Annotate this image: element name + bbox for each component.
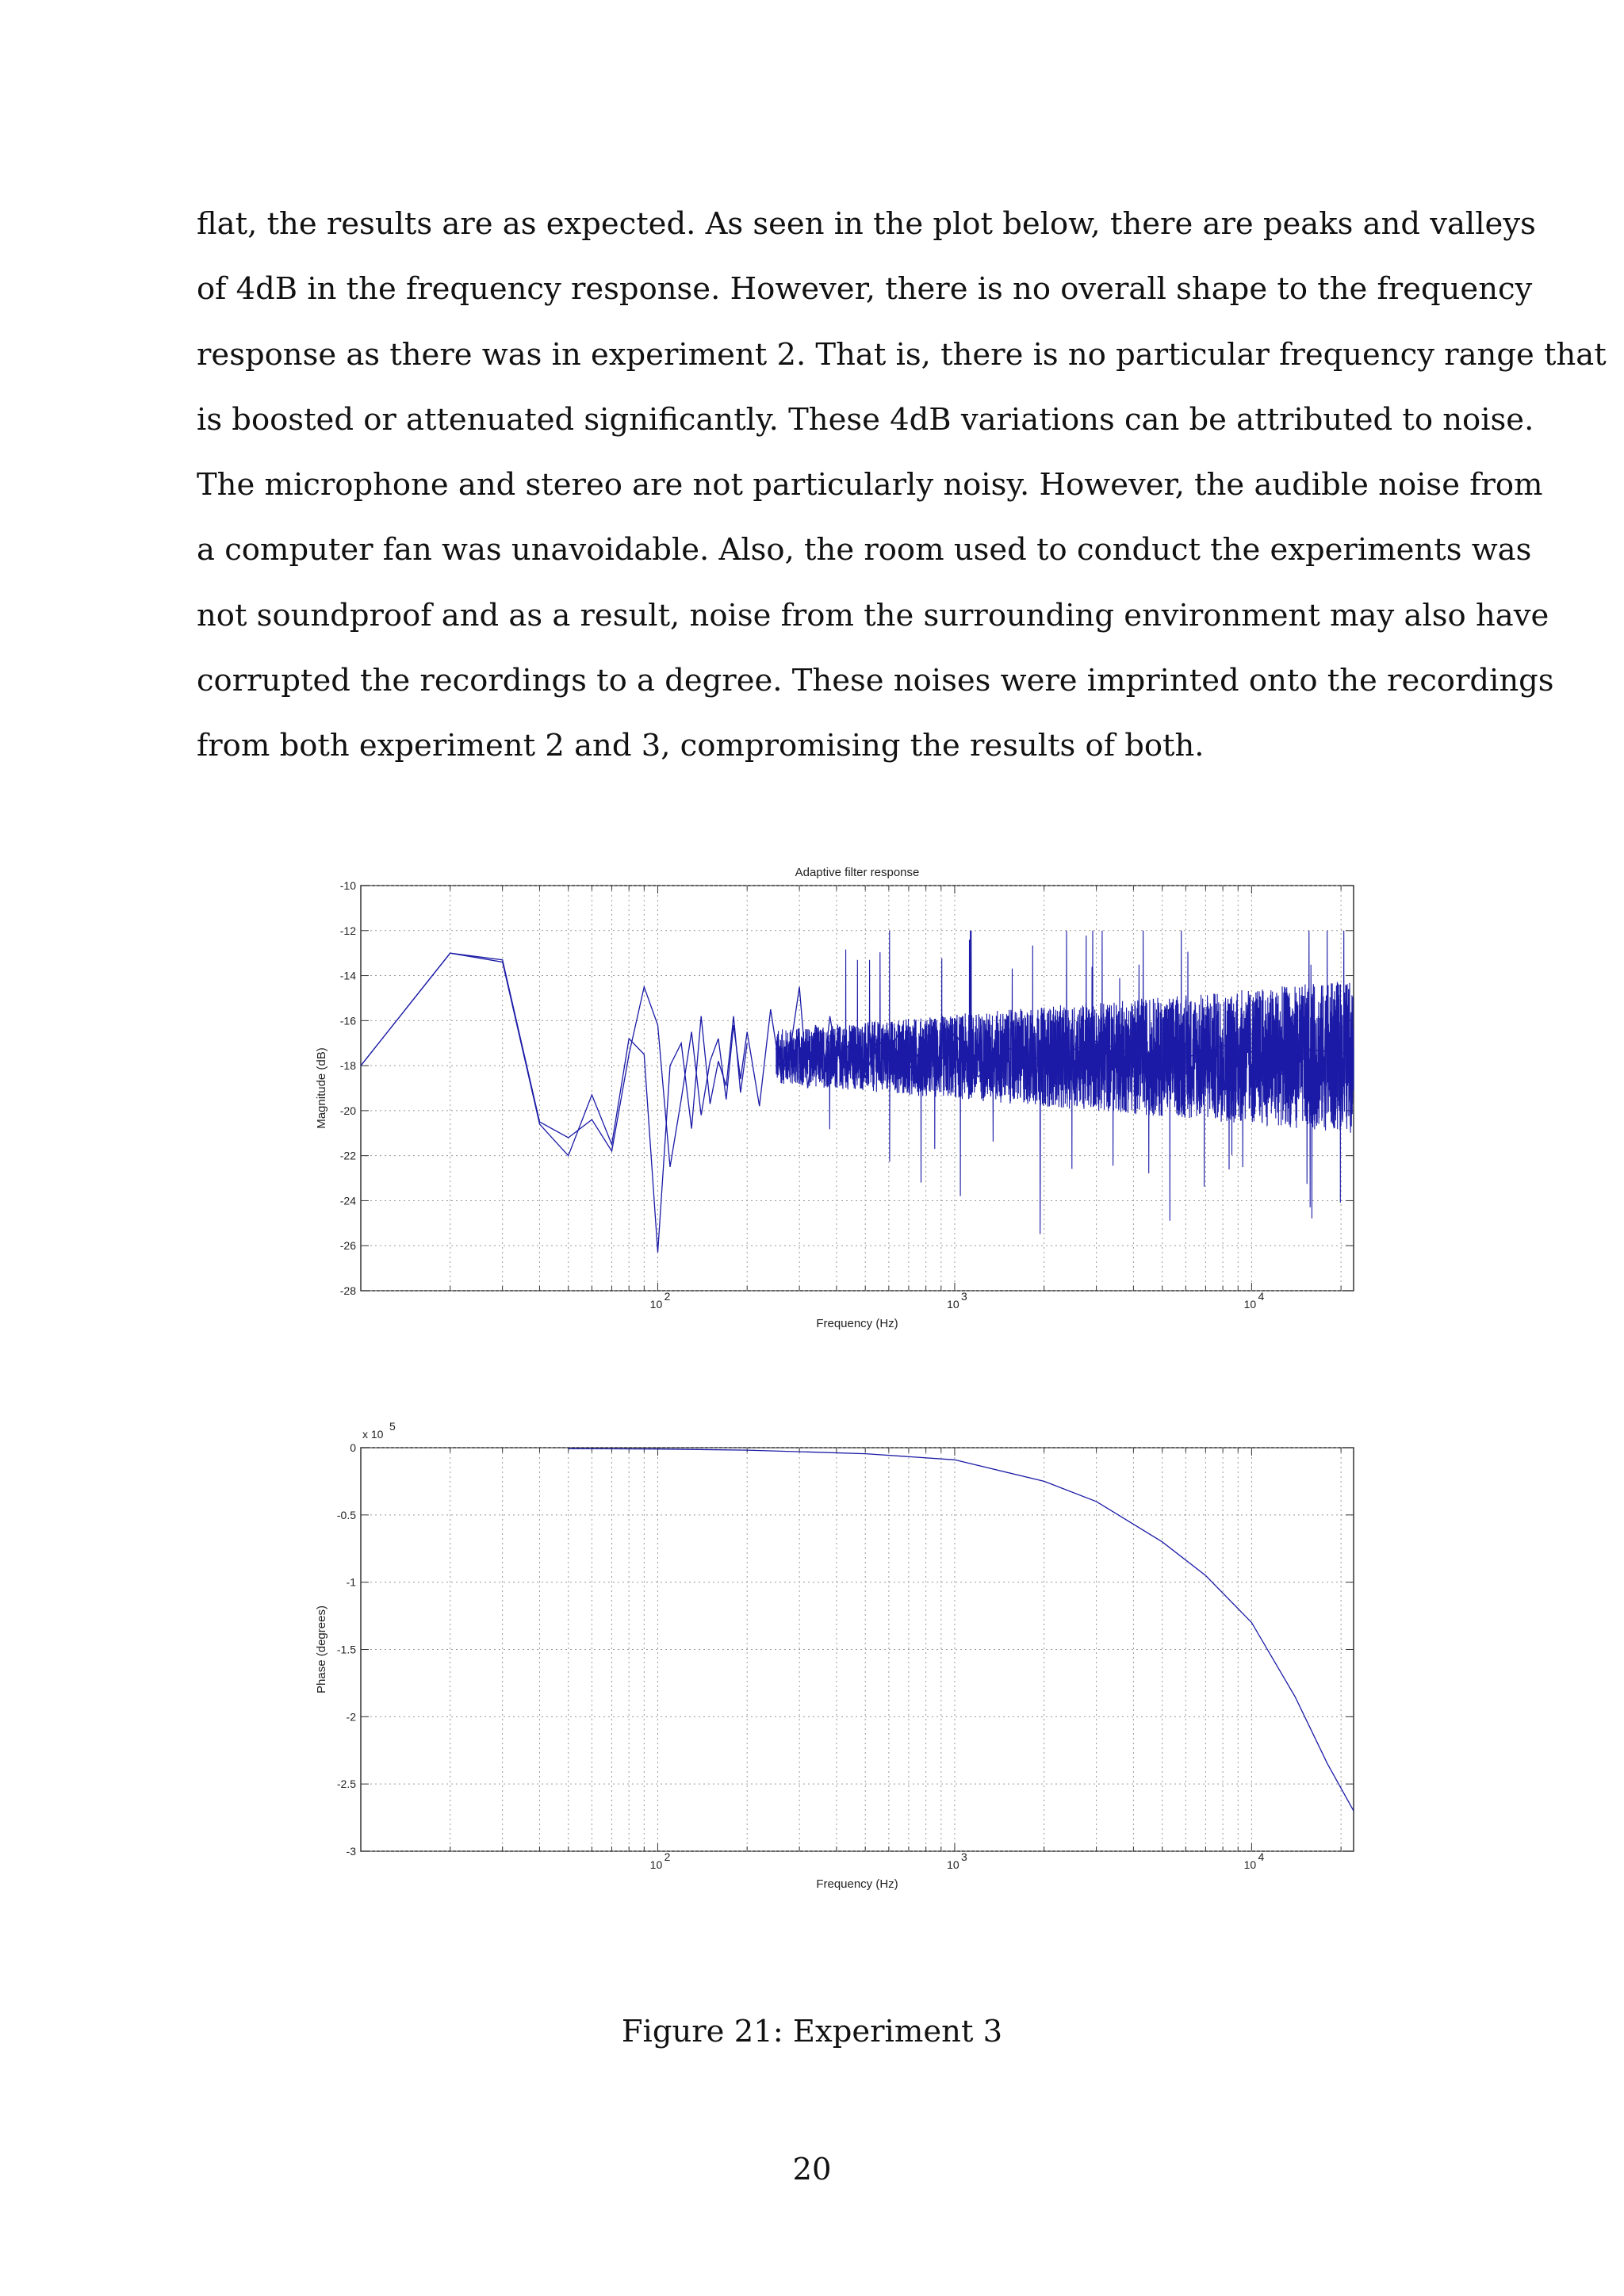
- x-tick-exponent: 2: [664, 1850, 671, 1863]
- x-tick-label: 10: [649, 1298, 663, 1311]
- y-tick-label: -1.5: [336, 1643, 356, 1656]
- x-tick-label: 10: [1243, 1298, 1257, 1311]
- text-line: from both experiment 2 and 3, compromising the results of both.: [197, 728, 1205, 764]
- y-tick-label: -16: [339, 1014, 356, 1027]
- plot-title: Adaptive filter response: [795, 866, 920, 879]
- y-axis-label: Phase (degrees): [315, 1605, 328, 1693]
- y-tick-label: -12: [339, 924, 356, 937]
- y-tick-label: -26: [339, 1239, 356, 1253]
- figure: [301, 856, 1364, 1919]
- y-tick-label: -1: [346, 1575, 356, 1589]
- text-line: is boosted or attenuated significantly. These 4dB variations can be attributed to noise.: [197, 401, 1534, 438]
- x-tick-exponent: 2: [664, 1290, 671, 1303]
- figure-plot: [301, 856, 1364, 1919]
- x-axis-label: Frequency (Hz): [816, 1317, 898, 1330]
- text-line: a computer fan was unavoidable. Also, the room used to conduct the experiments was: [197, 532, 1532, 568]
- text-line: of 4dB in the frequency response. However, there is no overall shape to the frequency: [197, 271, 1533, 308]
- y-tick-label: -14: [339, 969, 356, 982]
- series-line: [361, 953, 747, 1253]
- text-line: corrupted the recordings to a degree. These noises were imprinted onto the recordings: [197, 663, 1554, 699]
- x-tick-exponent: 4: [1258, 1290, 1265, 1303]
- y-tick-label: -2.5: [336, 1777, 356, 1791]
- x-tick-label: 10: [1243, 1858, 1257, 1871]
- text-line: flat, the results are as expected. As seen in the plot below, there are peaks and valleys: [197, 206, 1536, 242]
- body-paragraph: [197, 192, 1607, 779]
- x-axis-label: Frequency (Hz): [816, 1877, 898, 1891]
- y-tick-label: -20: [339, 1104, 356, 1117]
- x-tick-exponent: 3: [961, 1290, 967, 1303]
- x-tick-exponent: 3: [961, 1850, 967, 1863]
- y-tick-label: 0: [350, 1441, 356, 1454]
- figure-caption: Figure 21: Experiment 3: [621, 2014, 1003, 2049]
- y-tick-label: -10: [339, 879, 356, 892]
- x-tick-label: 10: [947, 1298, 959, 1311]
- y-tick-label: -0.5: [336, 1508, 356, 1521]
- text-line: The microphone and stereo are not particularly noisy. However, the audible noise from: [197, 467, 1543, 503]
- text-line: not soundproof and as a result, noise from the surrounding environment may also have: [197, 597, 1549, 633]
- page-number: 20: [792, 2152, 832, 2187]
- y-tick-label: -24: [339, 1194, 356, 1207]
- x-tick-exponent: 4: [1258, 1850, 1265, 1863]
- y-tick-label: -2: [346, 1710, 356, 1724]
- x-tick-label: 10: [649, 1858, 663, 1871]
- series-line: [569, 1448, 1354, 1811]
- x-tick-label: 10: [947, 1858, 959, 1871]
- y-tick-label: -3: [346, 1845, 356, 1858]
- text-line: response as there was in experiment 2. That is, there is no particular frequency range that: [197, 336, 1607, 373]
- y-multiplier: x 10: [362, 1428, 384, 1441]
- y-multiplier-exponent: 5: [389, 1420, 396, 1433]
- series-noise: [776, 931, 1354, 1234]
- y-tick-label: -28: [339, 1284, 356, 1297]
- y-tick-label: -22: [339, 1149, 356, 1162]
- y-tick-label: -18: [339, 1059, 356, 1073]
- y-axis-label: Magnitude (dB): [315, 1047, 328, 1129]
